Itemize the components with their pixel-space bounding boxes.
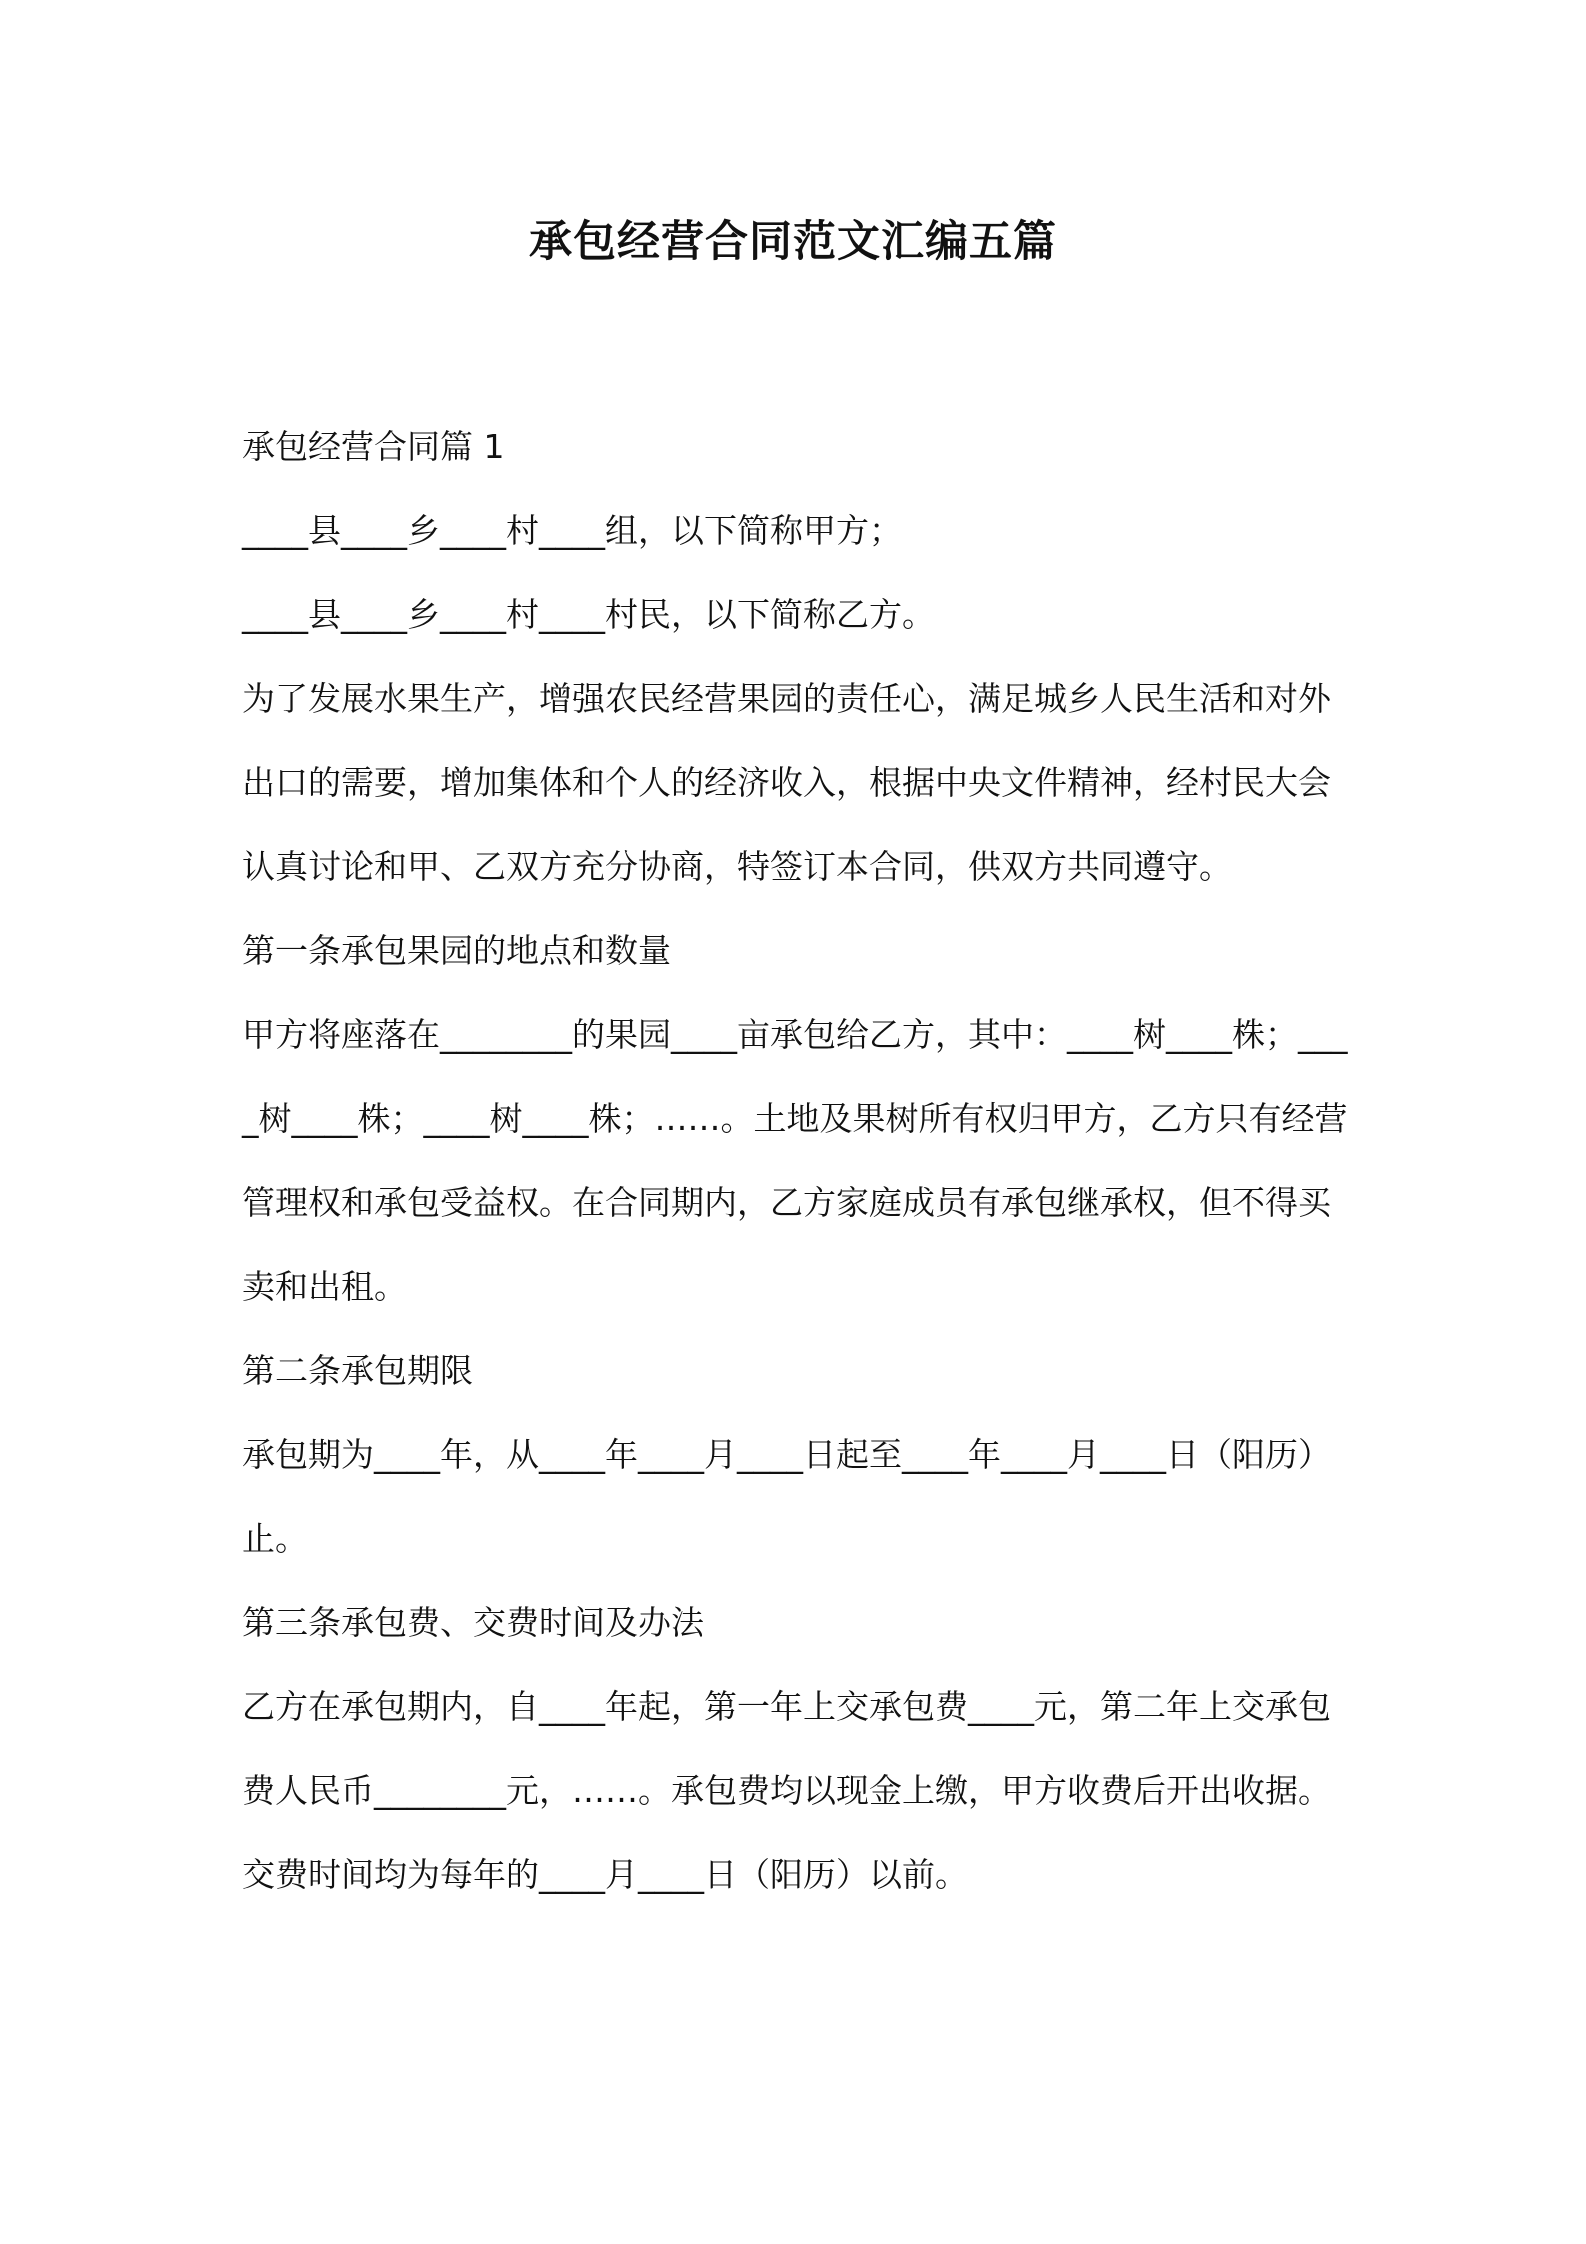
article-1-heading: 第一条承包果园的地点和数量 <box>242 931 671 970</box>
article-3-heading: 第三条承包费、交费时间及办法 <box>242 1603 704 1642</box>
article-2-heading: 第二条承包期限 <box>242 1351 473 1390</box>
article-3-content: 乙方在承包期内，自____年起，第一年上交承包费____元，第二年上交承包费人民币________元，……。承包费均以现金上缴，甲方收费后开出收据。交费时间均为每年的____月____日（阳历）以前。 <box>242 1687 1331 1894</box>
document-title: 承包经营合同范文汇编五篇 <box>529 217 1057 267</box>
section-heading: 承包经营合同篇 1 <box>242 427 505 466</box>
article-2-content: 承包期为____年，从____年____月____日起至____年____月____日（阳历）止。 <box>242 1435 1331 1558</box>
document-body <box>242 405 1352 1917</box>
preamble-paragraph: 为了发展水果生产，增强农民经营果园的责任心，满足城乡人民生活和对外出口的需要，增加集体和个人的经济收入，根据中央文件精神，经村民大会认真讨论和甲、乙双方充分协商，特签订本合同，供双方共同遵守。 <box>242 679 1331 886</box>
party-b-line: ____县____乡____村____村民，以下简称乙方。 <box>242 595 935 634</box>
party-a-line: ____县____乡____村____组，以下简称甲方； <box>242 511 902 550</box>
article-1-content: 甲方将座落在________的果园____亩承包给乙方，其中：____树____株；____树____株；____树____株；……。土地及果树所有权归甲方，乙方只有经营管理权和承包受益权。在合同期内，乙方家庭成员有承包继承权，但不得买卖和出租。 <box>242 1015 1348 1306</box>
